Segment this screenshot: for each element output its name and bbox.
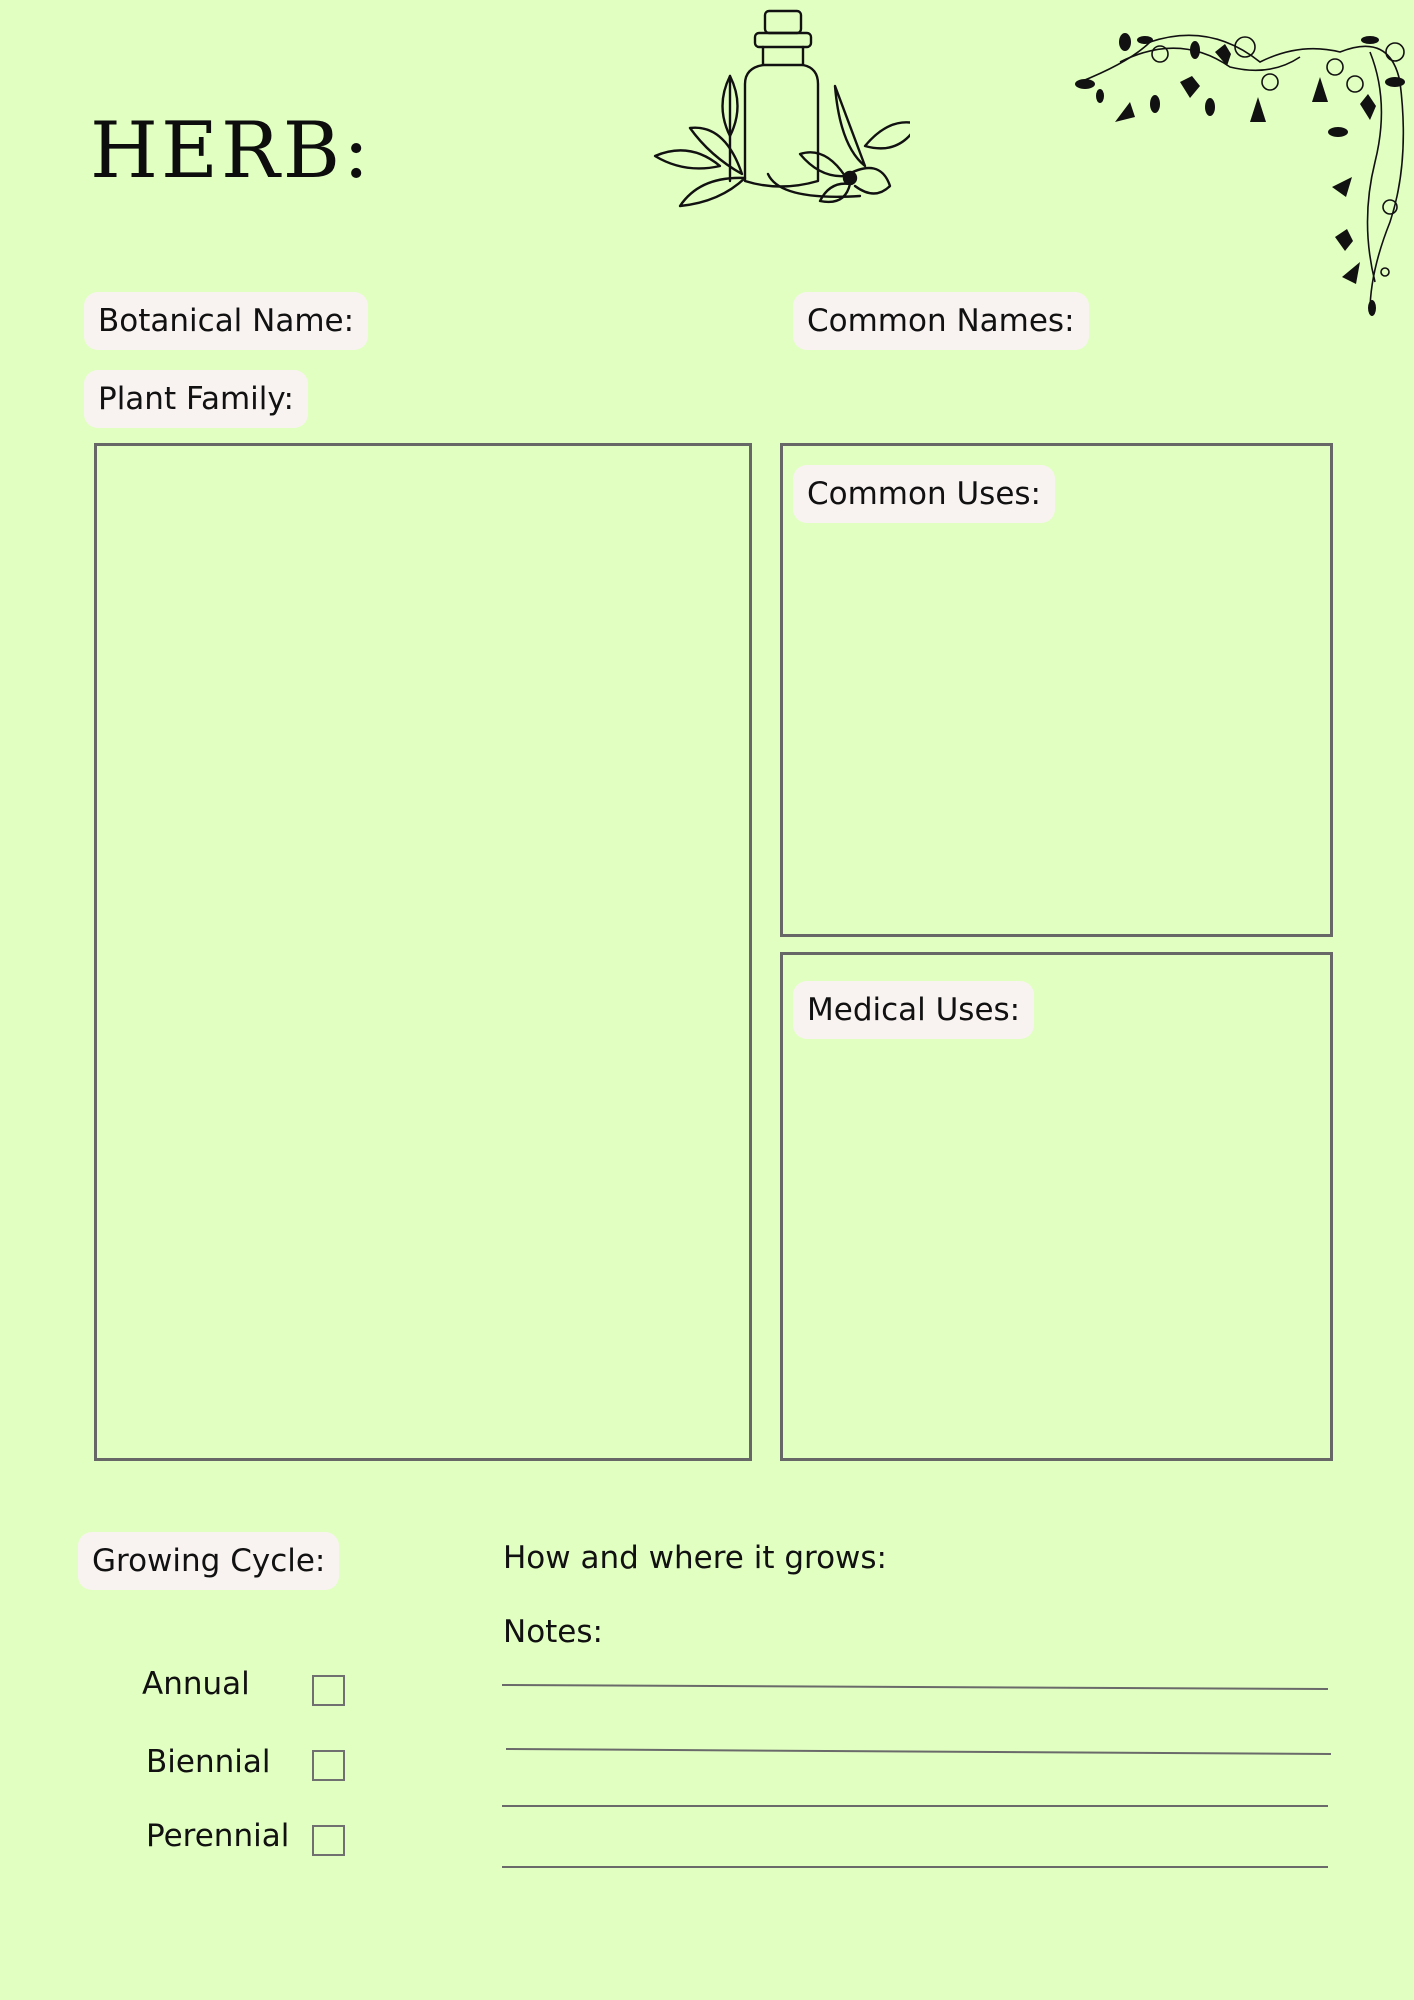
common-uses-label: Common Uses: xyxy=(793,465,1055,523)
floral-corner-ornament-icon xyxy=(1070,22,1414,318)
notes-line-3[interactable] xyxy=(502,1805,1328,1807)
notes-line-2[interactable] xyxy=(506,1748,1331,1755)
notes-line-4[interactable] xyxy=(502,1866,1328,1868)
growing-cycle-label: Growing Cycle: xyxy=(78,1532,339,1590)
botanical-name-label: Botanical Name: xyxy=(84,292,368,350)
medical-uses-label: Medical Uses: xyxy=(793,981,1034,1039)
biennial-label: Biennial xyxy=(146,1744,271,1780)
plant-family-label: Plant Family: xyxy=(84,370,308,428)
herb-image-box[interactable] xyxy=(94,443,752,1461)
page-title: HERB: xyxy=(90,106,373,196)
notes-label: Notes: xyxy=(503,1614,603,1650)
common-names-label: Common Names: xyxy=(793,292,1089,350)
annual-label: Annual xyxy=(142,1666,250,1702)
perennial-checkbox[interactable] xyxy=(312,1825,345,1856)
perennial-label: Perennial xyxy=(146,1818,290,1854)
notes-line-1[interactable] xyxy=(502,1684,1328,1690)
how-where-grows-label: How and where it grows: xyxy=(503,1540,888,1576)
oil-bottle-illustration-icon xyxy=(650,6,910,216)
annual-checkbox[interactable] xyxy=(312,1675,345,1706)
biennial-checkbox[interactable] xyxy=(312,1750,345,1781)
